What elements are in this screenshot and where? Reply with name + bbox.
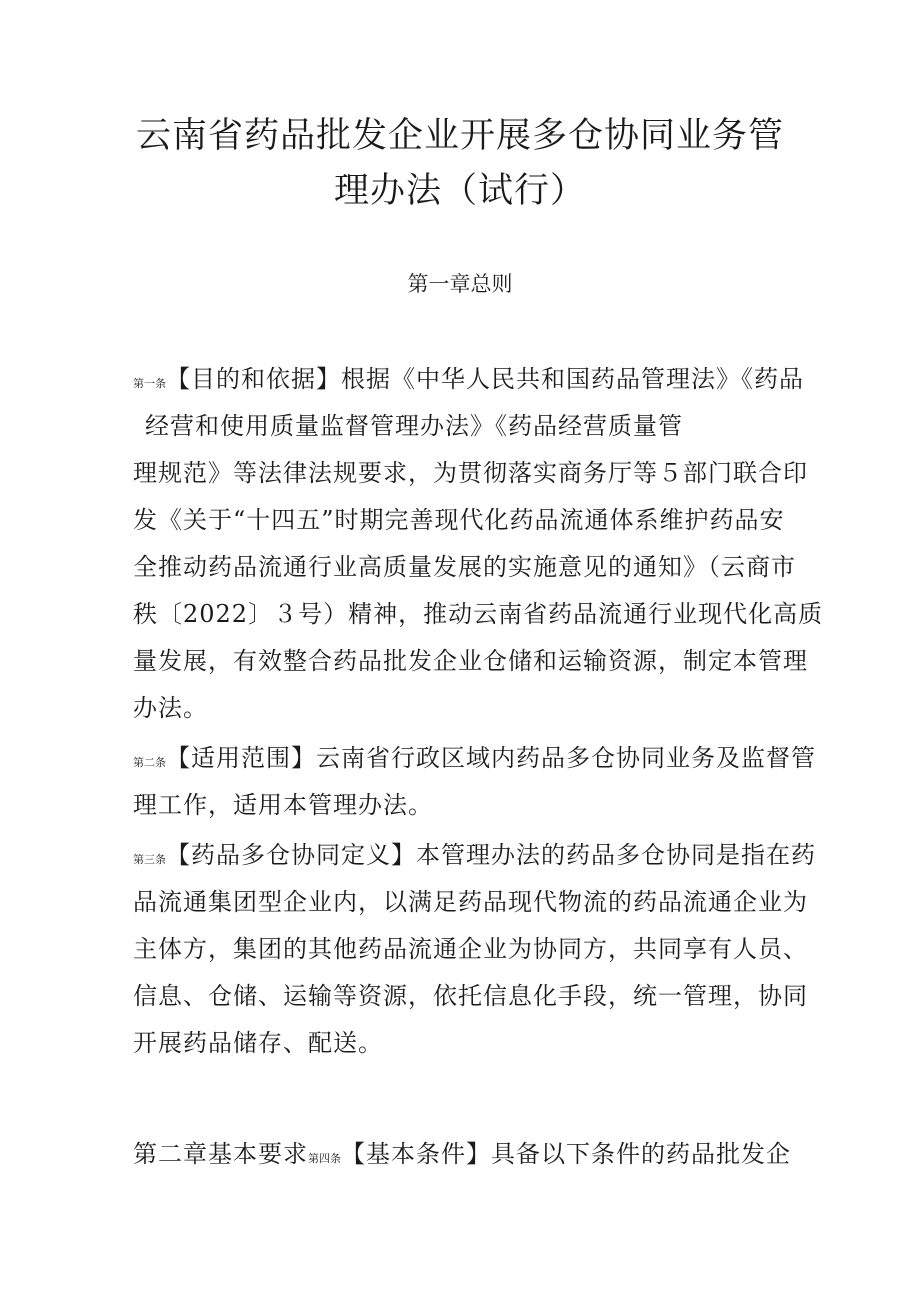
- chapter-1-heading: 第一章总则: [407, 272, 513, 296]
- chapter-2-heading: 第二章基本要求: [133, 1140, 308, 1168]
- article-3-label: 第三条: [133, 853, 166, 866]
- article-1-line-4: 发《关于“十四五”时期完善现代化药品流通体系维护药品安: [133, 506, 785, 534]
- article-3-line-2: 品流通集团型企业内，以满足药品现代物流的药品流通企业为: [133, 888, 808, 916]
- article-1-line-1: [133, 367, 804, 391]
- article-2-label: 第二条: [133, 756, 166, 769]
- document-title-line-1: 云南省药品批发企业开展多仓协同业务管: [135, 116, 784, 156]
- article-3-line-1: [133, 843, 816, 867]
- article-2-line-2: 理工作，适用本管理办法。: [133, 791, 433, 819]
- article-1-text: 【目的和依据】根据《中华人民共和国药品管理法》《药品: [166, 365, 804, 393]
- article-1-line-2: 经营和使用质量监督管理办法》《药品经营质量管: [145, 412, 683, 440]
- article-4-text: 【基本条件】具备以下条件的药品批发企: [341, 1140, 791, 1168]
- article-1-line-8: 办法。: [133, 694, 208, 722]
- article-2-line-1: [133, 746, 816, 770]
- article-1-line-6: 秩〔2022〕３号）精神，推动云南省药品流通行业现代化高质: [133, 600, 824, 628]
- article-3-text: 【药品多仓协同定义】本管理办法的药品多仓协同是指在药: [166, 841, 816, 869]
- article-3-line-4: 信息、仓储、运输等资源，依托信息化手段，统一管理，协同: [133, 982, 808, 1010]
- article-4-label: 第四条: [308, 1152, 341, 1165]
- article-3-line-5: 开展药品储存、配送。: [133, 1029, 383, 1057]
- article-1-line-5: 全推动药品流通行业高质量发展的实施意见的通知》（云商市: [133, 553, 796, 581]
- chapter-2-line: [133, 1142, 791, 1166]
- article-1-label: 第一条: [133, 377, 166, 390]
- document-title-line-2: 理办法（试行）: [333, 171, 586, 211]
- article-1-line-7: 量发展，有效整合药品批发企业仓储和运输资源，制定本管理: [133, 647, 808, 675]
- article-1-line-3: 理规范》等法律法规要求，为贯彻落实商务厅等５部门联合印: [133, 459, 808, 487]
- article-2-text: 【适用范围】云南省行政区域内药品多仓协同业务及监督管: [166, 744, 816, 772]
- article-3-line-3: 主体方，集团的其他药品流通企业为协同方，共同享有人员、: [133, 935, 808, 963]
